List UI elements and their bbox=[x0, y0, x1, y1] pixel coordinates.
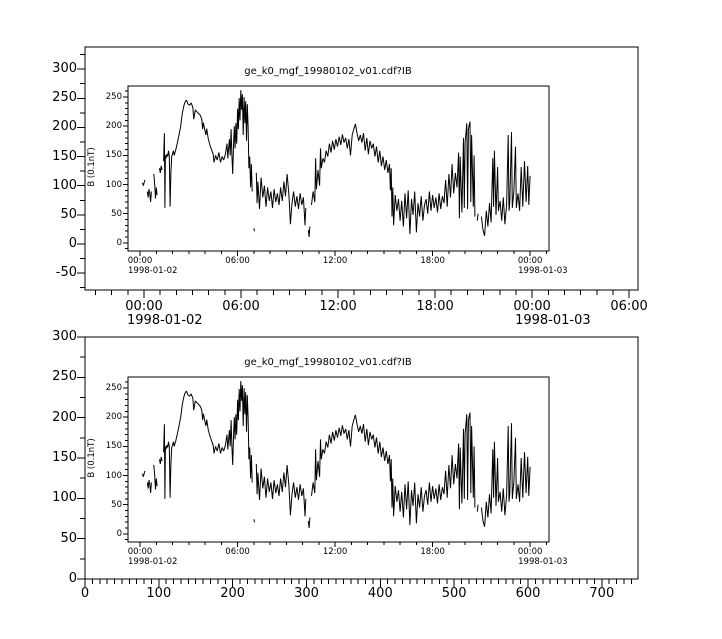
y-tick-label: 300 bbox=[52, 329, 77, 344]
inner-y-tick-label: 50 bbox=[111, 208, 122, 219]
inner-y-tick-label: 200 bbox=[105, 412, 122, 423]
x-tick-label: 700 bbox=[589, 586, 615, 601]
x-tick-label: 400 bbox=[367, 586, 393, 601]
inner-x-tick-label: 00:00 bbox=[517, 256, 543, 266]
x-date-label: 1998-01-02 bbox=[127, 313, 203, 328]
inner-y-tick-label: 0 bbox=[116, 237, 122, 248]
inner-x-tick-label: 12:00 bbox=[322, 547, 348, 557]
y-tick-label: 0 bbox=[68, 571, 77, 586]
inner-plot-title: ge_k0_mgf_19980102_v01.cdf?IB bbox=[244, 357, 412, 368]
y-tick-label: 0 bbox=[68, 235, 77, 251]
data-series-IB bbox=[143, 381, 531, 528]
inner-y-tick-label: 0 bbox=[116, 528, 122, 539]
inner-y-tick-label: 150 bbox=[105, 441, 122, 452]
inner-y-tick-label: 100 bbox=[105, 179, 122, 190]
x-tick-label: 200 bbox=[220, 586, 246, 601]
inner-y-tick-label: 200 bbox=[105, 121, 122, 132]
inner-y-tick-label: 100 bbox=[105, 470, 122, 481]
inner-x-tick-label: 00:00 bbox=[517, 547, 543, 557]
data-series-IB bbox=[143, 90, 531, 237]
y-tick-label: 300 bbox=[52, 61, 77, 77]
x-tick-label: 300 bbox=[294, 586, 319, 601]
y-tick-label: 250 bbox=[52, 369, 77, 385]
inner-x-tick-label: 00:00 bbox=[127, 256, 153, 266]
x-tick-label: 500 bbox=[441, 586, 467, 601]
x-tick-label: 00:00 bbox=[125, 299, 163, 314]
inner-x-tick-label: 00:00 bbox=[127, 547, 153, 557]
inner-x-tick-label: 06:00 bbox=[225, 256, 250, 266]
inner-x-date-label: 1998-01-03 bbox=[518, 266, 568, 276]
inner-x-tick-label: 18:00 bbox=[420, 256, 445, 266]
x-tick-label: 18:00 bbox=[416, 299, 454, 314]
y-tick-label: 100 bbox=[52, 490, 77, 506]
inner-x-tick-label: 06:00 bbox=[225, 547, 250, 557]
y-tick-label: 100 bbox=[52, 177, 77, 193]
inner-x-date-label: 1998-01-03 bbox=[518, 557, 568, 567]
y-tick-label: 50 bbox=[60, 530, 77, 546]
x-tick-label: 00:00 bbox=[513, 299, 551, 314]
inner-x-tick-label: 18:00 bbox=[420, 547, 445, 557]
y-tick-label: 150 bbox=[52, 148, 77, 164]
inner-y-tick-label: 250 bbox=[105, 92, 122, 103]
x-tick-label: 06:00 bbox=[610, 299, 648, 314]
y-tick-label: 50 bbox=[60, 206, 77, 222]
x-date-label: 1998-01-03 bbox=[515, 313, 591, 328]
inner-y-tick-label: 50 bbox=[111, 499, 122, 510]
inner-y-tick-label: 250 bbox=[105, 383, 122, 394]
inner-y-tick-label: 150 bbox=[105, 150, 122, 161]
y-tick-label: 250 bbox=[52, 90, 77, 106]
x-tick-label: 12:00 bbox=[319, 299, 357, 314]
x-tick-label: 600 bbox=[515, 586, 541, 601]
inner-x-date-label: 1998-01-02 bbox=[128, 557, 178, 567]
inner-plot-title: ge_k0_mgf_19980102_v01.cdf?IB bbox=[244, 66, 412, 77]
y-tick-label: -50 bbox=[55, 265, 77, 281]
y-tick-label: 200 bbox=[52, 409, 77, 425]
y-tick-label: 200 bbox=[52, 119, 77, 135]
y-tick-label: 150 bbox=[52, 450, 77, 465]
inner-plot-ylabel: B (0.1nT) bbox=[87, 438, 97, 478]
inner-x-date-label: 1998-01-02 bbox=[128, 266, 178, 276]
x-tick-label: 06:00 bbox=[222, 299, 260, 314]
inner-plot-ylabel: B (0.1nT) bbox=[87, 147, 97, 187]
x-tick-label: 100 bbox=[146, 586, 172, 601]
inner-x-tick-label: 12:00 bbox=[322, 256, 348, 266]
x-tick-label: 0 bbox=[80, 586, 90, 601]
